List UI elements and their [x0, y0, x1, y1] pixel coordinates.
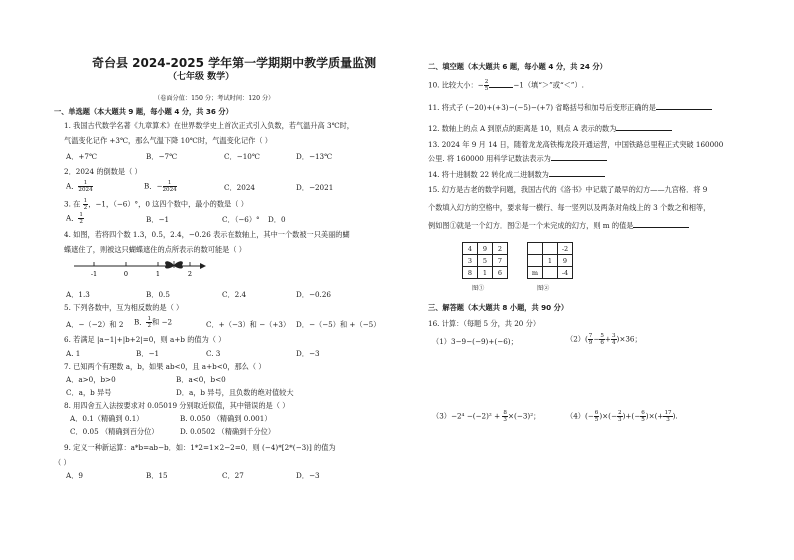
q1-option-c: C．−10℃: [224, 152, 260, 161]
q10-stem: 10. 比较大小：− $\frac{2}{5}$ −1（填“＞”或“＜”）.: [428, 79, 584, 92]
q4-number-line: [72, 258, 212, 280]
q9-option-b: B．15: [146, 471, 168, 480]
square-cell: [528, 255, 543, 267]
q16-part4: （4）(− $\frac{6}{5}$ )×(− $\frac{2}{3}$ )+(− $\frac{6}{5}$ )×(+ $\frac{17}{3}$ ).: [566, 410, 678, 423]
square-cell: 4: [463, 243, 478, 255]
q4-tick-label: 2: [187, 270, 193, 278]
q9-option-a: A．9: [66, 471, 83, 480]
q8-stem: 8. 用四舍五入法按要求对 0.05019 分别取近似值，其中错误的是（ ）: [64, 401, 290, 410]
q15-answer-blank[interactable]: [633, 227, 689, 228]
square-cell: 1: [478, 267, 493, 279]
q4-option-b: B．0.5: [146, 290, 170, 299]
q4-option-d: D．−0.26: [296, 290, 331, 299]
square-cell: 6: [493, 267, 508, 279]
q2-stem: 2．2024 的倒数是（ ）: [64, 167, 142, 176]
q1-line1: 1. 我国古代数学名著《九章算术》在世界数学史上首次正式引入负数，若气温升高 3℃时，: [64, 121, 354, 130]
q10-answer-blank[interactable]: [489, 87, 513, 88]
q3-stem: 3. 在 $\frac{1}{2}$ ，−1，（−6）°，0 这四个数中，最小的数是（ ）: [64, 198, 248, 211]
q8-option-c: C．0.05 （精确到百分位）: [70, 427, 159, 436]
q5-option-d: D．−（−5）和 +（−5）: [296, 320, 381, 329]
q1-option-b: B．−7℃: [146, 152, 178, 161]
square-cell: [543, 243, 558, 255]
q3-option-b: B．−1: [146, 215, 170, 224]
q15-line1: 15. 幻方是古老的数学问题，我国古代的《洛书》中记载了最早的幻方——九宫格．将 9: [428, 185, 708, 194]
q5-option-b: B． $\frac{1}{2}$ 和 −2: [134, 316, 173, 329]
magic-square-2: [527, 242, 573, 279]
q4-tick-label: -1: [90, 270, 98, 278]
square-cell: -4: [558, 267, 573, 279]
square-cell: 9: [478, 243, 493, 255]
q2-option-b: B．− $\frac{1}{2024}$: [144, 180, 177, 193]
q7-option-b: B．a<0，b<0: [176, 375, 226, 384]
q14-answer-blank[interactable]: [549, 176, 605, 177]
q8-option-b: B. 0.050 （精确到 0.001）: [180, 414, 272, 423]
q3-option-a: A． $\frac{1}{2}$: [66, 212, 83, 225]
q5-option-a: A．−（−2）和 2: [66, 320, 124, 329]
q12-stem: 12. 数轴上的点 A 到原点的距离是 10，则点 A 表示的数为: [428, 124, 672, 133]
q16-part3: （3）−2⁴ −(−2)² + $\frac{8}{3}$ ×(−3)²；: [432, 410, 541, 423]
q9-paren: （ ）: [54, 458, 71, 467]
section-three-heading: 三、解答题（本大题共 8 小题，共 90 分）: [428, 303, 569, 312]
q1-option-d: D．−13℃: [296, 152, 333, 161]
q16-part1: （1）3−9−(−9)+(−6)；: [432, 337, 518, 346]
q5-stem: 5. 下列各数中，互为相反数的是（ ）: [64, 303, 184, 312]
q6-option-a: A. 1: [66, 349, 81, 358]
q13-answer-blank[interactable]: [551, 160, 607, 161]
square-cell: [543, 267, 558, 279]
q4-option-c: C．2.4: [222, 290, 247, 299]
q4-tick-label: 1: [155, 270, 161, 278]
exam-info: （卷面分值：150 分；考试时间：120 分）: [154, 95, 275, 102]
q3-option-d: D．0: [268, 215, 286, 224]
q13-line1: 13. 2024 年 9 月 14 日，随着龙龙高铁梅龙段开通运营，中国铁路总里程正式突破 160000: [428, 140, 724, 149]
square-cell: [528, 243, 543, 255]
square-cell: 7: [493, 255, 508, 267]
section-one-heading: 一、单选题（本大题共 9 题，每小题 4 分，共 36 分）: [54, 107, 233, 116]
q9-option-d: D．−3: [296, 471, 320, 480]
square-cell: 8: [463, 267, 478, 279]
q6-stem: 6. 若满足 |a−1|+|b+2|=0，则 a+b 的值为（ ）: [64, 335, 226, 344]
q8-option-a: A．0.1（精确到 0.1）: [70, 414, 144, 423]
q2-option-c: C．2024: [224, 183, 255, 192]
q11-stem: 11. 将式子 (−20)+(+3)−(−5)−(+7) 省略括号和加号后变形正确的是: [428, 103, 712, 112]
q7-stem: 7. 已知两个有理数 a，b，如果 ab<0，且 a+b<0，那么（ ）: [64, 362, 266, 371]
q2-option-d: D．−2021: [296, 183, 334, 192]
q4-line1: 4. 如图，若将四个数 1.3，0.5，2.4，−0.26 表示在数轴上，其中一个数被一只美丽的蝴: [64, 230, 350, 239]
q6-option-c: C. 3: [206, 349, 221, 358]
square-cell: 1: [543, 255, 558, 267]
q16-stem: 16. 计算：（每题 5 分，共 20 分）: [428, 319, 541, 328]
section-two-heading: 二、填空题（本大题共 6 题，每小题 4 分，共 24 分）: [428, 62, 607, 71]
q12-answer-blank[interactable]: [616, 130, 672, 131]
figure-1-caption: 图①: [472, 285, 485, 292]
q14-stem: 14. 将十进制数 22 转化成二进制数为: [428, 170, 605, 179]
q15-line3: 例如图①就是一个幻方．图②是一个未完成的幻方，则 m 的值是: [428, 221, 689, 230]
square-cell: -2: [558, 243, 573, 255]
q1-option-a: A．+7℃: [66, 152, 98, 161]
q3-option-c: C．（−6）°: [222, 215, 260, 224]
q4-option-a: A．1.3: [66, 290, 90, 299]
q8-option-d: D. 0.0502 （精确到千分位）: [180, 427, 276, 436]
butterfly-icon: [165, 261, 183, 269]
q2-option-a: A． $\frac{1}{2024}$: [66, 180, 93, 193]
q1-line2: 气温变化记作 +3℃，那么气温下降 10℃时，气温变化记作（ ）: [64, 136, 272, 145]
exam-subtitle: （七年级 数学）: [168, 72, 235, 82]
square-cell: 3: [463, 255, 478, 267]
q15-line2: 个数填入幻方的空格中，要求每一横行、每一竖列以及两条对角线上的 3 个数之和相等，: [428, 203, 711, 212]
q9-option-c: C．27: [222, 471, 244, 480]
magic-square-1: [462, 242, 508, 279]
figure-2-caption: 图②: [537, 285, 550, 292]
q4-line2: 蝶遮住了，则被这只蝴蝶遮住的点所表示的数可能是（ ）: [64, 245, 246, 254]
q6-option-b: B．−1: [136, 349, 160, 358]
q5-option-c: C．+（−3）和 −（+3）: [206, 320, 291, 329]
square-cell: 2: [493, 243, 508, 255]
q7-option-d: D．a，b 异号，且负数的绝对值较大: [176, 388, 294, 397]
q9-stem: 9. 定义一种新运算：a*b=ab−b．如：1*2=1×2−2=0．则 (−4)*[2*(−3)] 的值为: [64, 443, 336, 452]
q7-option-a: A．a>0，b>0: [66, 375, 116, 384]
q4-tick-label: 0: [123, 270, 129, 278]
q13-line2: 公里. 将 160000 用科学记数法表示为: [428, 154, 607, 163]
exam-title: 奇台县 2024-2025 学年第一学期期中教学质量监测: [92, 56, 377, 70]
q16-part2: （2）( $\frac{7}{9}$ − $\frac{5}{6}$ + $\frac{3}{4}$ )×36；: [566, 333, 642, 346]
q6-option-d: D．−3: [296, 349, 320, 358]
square-cell: 5: [478, 255, 493, 267]
q7-option-c: C．a，b 异号: [66, 388, 112, 397]
square-cell: 9: [558, 255, 573, 267]
q11-answer-blank[interactable]: [656, 109, 712, 110]
square-cell: m: [528, 267, 543, 279]
